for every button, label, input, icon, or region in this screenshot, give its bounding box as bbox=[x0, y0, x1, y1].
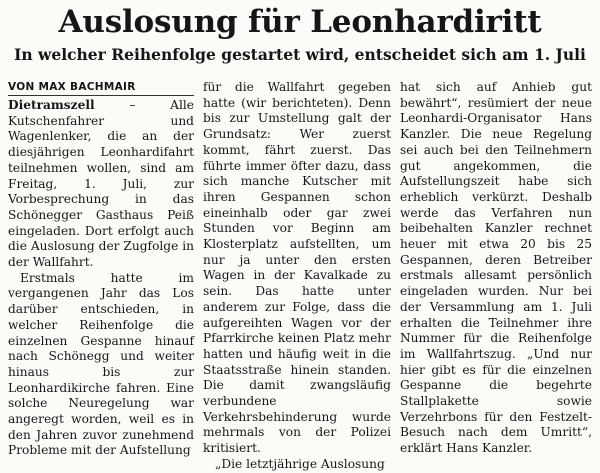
article-column-1 bbox=[8, 98, 194, 459]
article-column-2 bbox=[203, 80, 391, 473]
article-column-3 bbox=[400, 80, 592, 457]
paragraph-3: für die Wallfahrt gegeben hatte (wir berichteten). Denn bis zur Umstellung galt der Grundsatz: Wer zuerst kommt, fährt zuerst. Das führte immer öfter dazu, dass sich manche Kutscher mit ihren Gespannen schon eineinhalb oder gar zwei Stunden vor Beginn am Klosterplatz aufstellten, um nur ja unter den ersten Wagen in der Kavalkade zu sein. Das hatte unter anderem zur Folge, dass die aufgereihten Wagen vor der Pfarrkirche keinen Platz mehr hatten und häufig weit in die Staatsstraße hinein standen. Die damit zwangsläufig verbundene Verkehrsbehinderung wurde mehrmals von der Polizei kritisiert. bbox=[203, 80, 391, 456]
paragraph-1 bbox=[8, 98, 194, 271]
paragraph-2: Erstmals hatte im vergangenen Jahr das Los darüber entschieden, in welcher Reihenfolge die einzelnen Gespanne hinauf nach Schönegg und weiter hinaus bis zur Leonhardikirche fahren. Eine solche Neuregelung war angeregt worden, weil es in den Jahren zuvor zunehmend Probleme mit der Aufstellung bbox=[8, 270, 194, 458]
byline: VON MAX BACHMAIR bbox=[8, 80, 194, 96]
dateline: Dietramszell bbox=[8, 98, 95, 112]
paragraph-5: hat sich auf Anhieb gut bewährt“, resümiert der neue Leonhardi-Organisator Hans Kanzler. Die neue Regelung sei auch bei den Teilnehmern gut angekommen, die Aufstellungszeit habe sich erheblich verkürzt. Deshalb werde das Verfahren nun beibehalten Kanzler rechnet heuer mit etwa 20 bis 25 Gespannen, deren Betreiber erstmals allesamt persönlich eingeladen wurden. Nur bei der Versammlung am 1. Juli erhalten die Teilnehmer ihre Nummer für die Reihenfolge im Wallfahrtszug. „Und nur hier gibt es für die einzelnen Gespanne die begehrte Stallplakette sowie Verzehrbons für den Festzelt-Besuch nach dem Umritt“, erklärt Hans Kanzler. bbox=[400, 80, 592, 456]
paragraph-1-text: – Alle Kutschenfahrer und Wagenlenker, die an der diesjährigen Leonhardifahrt teilnehmen wollen, sind am Freitag, 1. Juli, zur Vorbesprechung in das Schönegger Gasthaus Peiß eingeladen. Dort erfolgt auch die Auslosung der Zugfolge in der Wallfahrt. bbox=[8, 98, 194, 270]
paragraph-4: „Die letztjährige Auslosung bbox=[215, 456, 385, 471]
subheadline: In welcher Reihenfolge gestartet wird, entscheidet sich am 1. Juli bbox=[14, 45, 586, 64]
headline: Auslosung für Leonhardiritt bbox=[58, 4, 542, 40]
